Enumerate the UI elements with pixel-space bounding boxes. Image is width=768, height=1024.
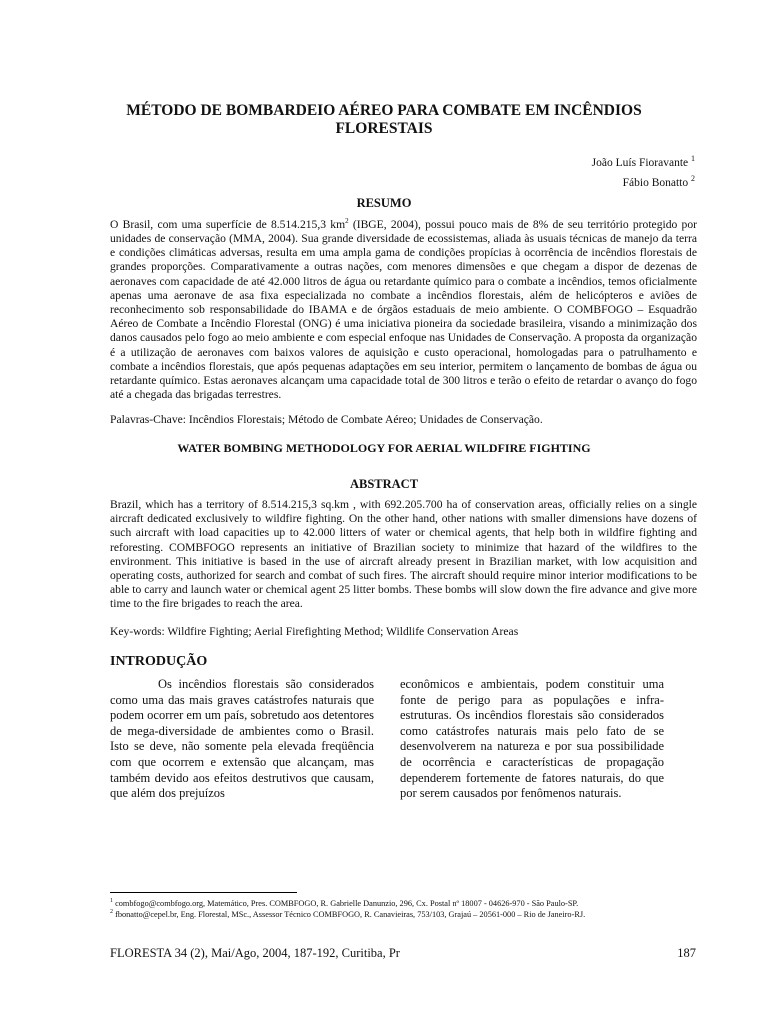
resumo-paragraph <box>110 214 697 403</box>
resumo-heading: RESUMO <box>356 196 412 210</box>
author-footnote-mark: 2 <box>691 173 695 183</box>
intro-column-right: econômicos e ambientais, podem constituir uma fonte de perigo para as populações e infra-estruturas. Os incêndios florestais são considerados como catástrofes naturais mais pelo fato de se desenvolverem na natureza e por sua possibilidade de ocorrência e características de propagação dependerem fortemente de fatores naturais, do que por serem causados por fenômenos naturais. <box>400 677 664 801</box>
abstract-heading: ABSTRACT <box>349 477 419 491</box>
intro-column-left: Os incêndios florestais são considerados como uma das mais graves catástrofes naturais que podem ocorrer em um país, sobretudo aos detentores de mega-diversidade de ambientes como o Brasil. Isto se deve, não somente pela elevada freqüência com que ocorrem e extensão que alcançam, mas também devido aos efeitos destrutivos que causam, que além dos prejuízos <box>110 677 374 801</box>
paper-title <box>96 102 672 138</box>
introduction-heading: INTRODUÇÃO <box>110 654 208 669</box>
footnote-2 <box>110 907 697 920</box>
author-1 <box>592 151 695 171</box>
author-footnote-mark: 1 <box>691 154 695 163</box>
title-line-1: MÉTODO DE BOMBARDEIO AÉREO PARA COMBATE EM INCÊNDIOS <box>126 102 642 119</box>
footnote-mark: 2 <box>110 909 113 915</box>
footnote-mark: 1 <box>110 898 113 904</box>
abstract-paragraph: Brazil, which has a territory of 8.514.215,3 sq.km , with 692.205.700 ha of conservation areas, officially relies on a single aircraft dedicated exclusively to wildfire fighting. On the other hand, other nations with smaller dimensions have dozens of such aircraft with load capacities up to 42.000 litters of water or chemical agents, that help both in wildfire fighting and reforesting. COMBFOGO represents an initiative of Brazilian society to minimize that hazard of the wildfires to the environment. This initiative is based in the use of aircraft already present in Brazilian market, with low acquisition and operating costs, authorized for search and combat of such fires. The aircraft should require minor interior modifications to be able to carry and launch water or chemical agent 25 litter bombs. These bombs will slow down the fire advance and give more time to the fire brigades to reach the area. <box>110 498 697 611</box>
footnote-text: combfogo@combfogo.org, Matemático, Pres. COMBFOGO, R. Gabrielle Danunzio, 296, Cx. Postal nº 18007 - 04626-970 - São Paulo-SP. <box>115 898 579 908</box>
page-number: 187 <box>677 946 696 960</box>
english-title: WATER BOMBING METHODOLOGY FOR AERIAL WILDFIRE FIGHTING <box>177 441 591 455</box>
author-list <box>592 151 695 191</box>
journal-citation: FLORESTA 34 (2), Mai/Ago, 2004, 187-192, Curitiba, Pr <box>110 946 400 960</box>
abstract-keywords: Key-words: Wildfire Fighting; Aerial Firefighting Method; Wildlife Conservation Areas <box>110 625 519 638</box>
title-line-2: FLORESTAIS <box>335 120 433 137</box>
resumo-superscript: 2 <box>345 217 349 225</box>
author-name: João Luís Fioravante <box>591 156 689 169</box>
author-2 <box>592 171 695 191</box>
resumo-keywords: Palavras-Chave: Incêndios Florestais; Método de Combate Aéreo; Unidades de Conservação. <box>110 413 543 426</box>
resumo-text-post: (IBGE, 2004), possui pouco mais de 8% de seu território protegido por unidades de conservação (MMA, 2004). Sua grande diversidade de ecossistemas, aliada às usuais técnicas de manejo da terra e condições climáticas adversas, resulta em uma ampla gama de condições propícias à ocorrência de incêndios florestais de grandes proporções. Comparativamente a outras nações, com menores dimensões e que chegam a dispor de dezenas de aeronaves com capacidade de até 42.000 litros de água ou retardante químico para o combate a incêndios, temos oficialmente apenas uma aeronave de asa fixa especializada no combate a incêndios florestais, além de helicópteros e aviões de reconhecimento sob responsabilidade do IBAMA e de órgãos estaduais de meio ambiente. O COMBFOGO – Esquadrão Aéreo de Combate a Incêndio Florestal (ONG) é uma iniciativa pioneira da sociedade brasileira, visando a minimização dos danos causados pelo fogo ao meio ambiente e com especial enfoque nas Unidades de Conservação. A proposta da organização é a utilização de aeronaves com baixos valores de aquisição e custo operacional, homologadas para o patrulhamento e combate a incêndios florestais, que após pequenas adaptações em seu interior, permitem o lançamento de bombas de água ou retardante químico. Estas aeronaves alcançam uma capacidade total de 300 litros e terão o efeito de retardar o avanço do fogo até a chegada das brigadas terrestres. <box>110 217 697 402</box>
footnote-text: fbonatto@cepel.br, Eng. Florestal, MSc., Assessor Técnico COMBFOGO, R. Canavieiras, 753/103, Grajaú – 20561-000 – Rio de Janeiro-RJ. <box>115 909 586 919</box>
resumo-text-pre: O Brasil, com uma superfície de 8.514.215,3 km <box>110 217 346 231</box>
footnote-rule <box>110 892 297 893</box>
author-name: Fábio Bonatto <box>622 176 689 189</box>
